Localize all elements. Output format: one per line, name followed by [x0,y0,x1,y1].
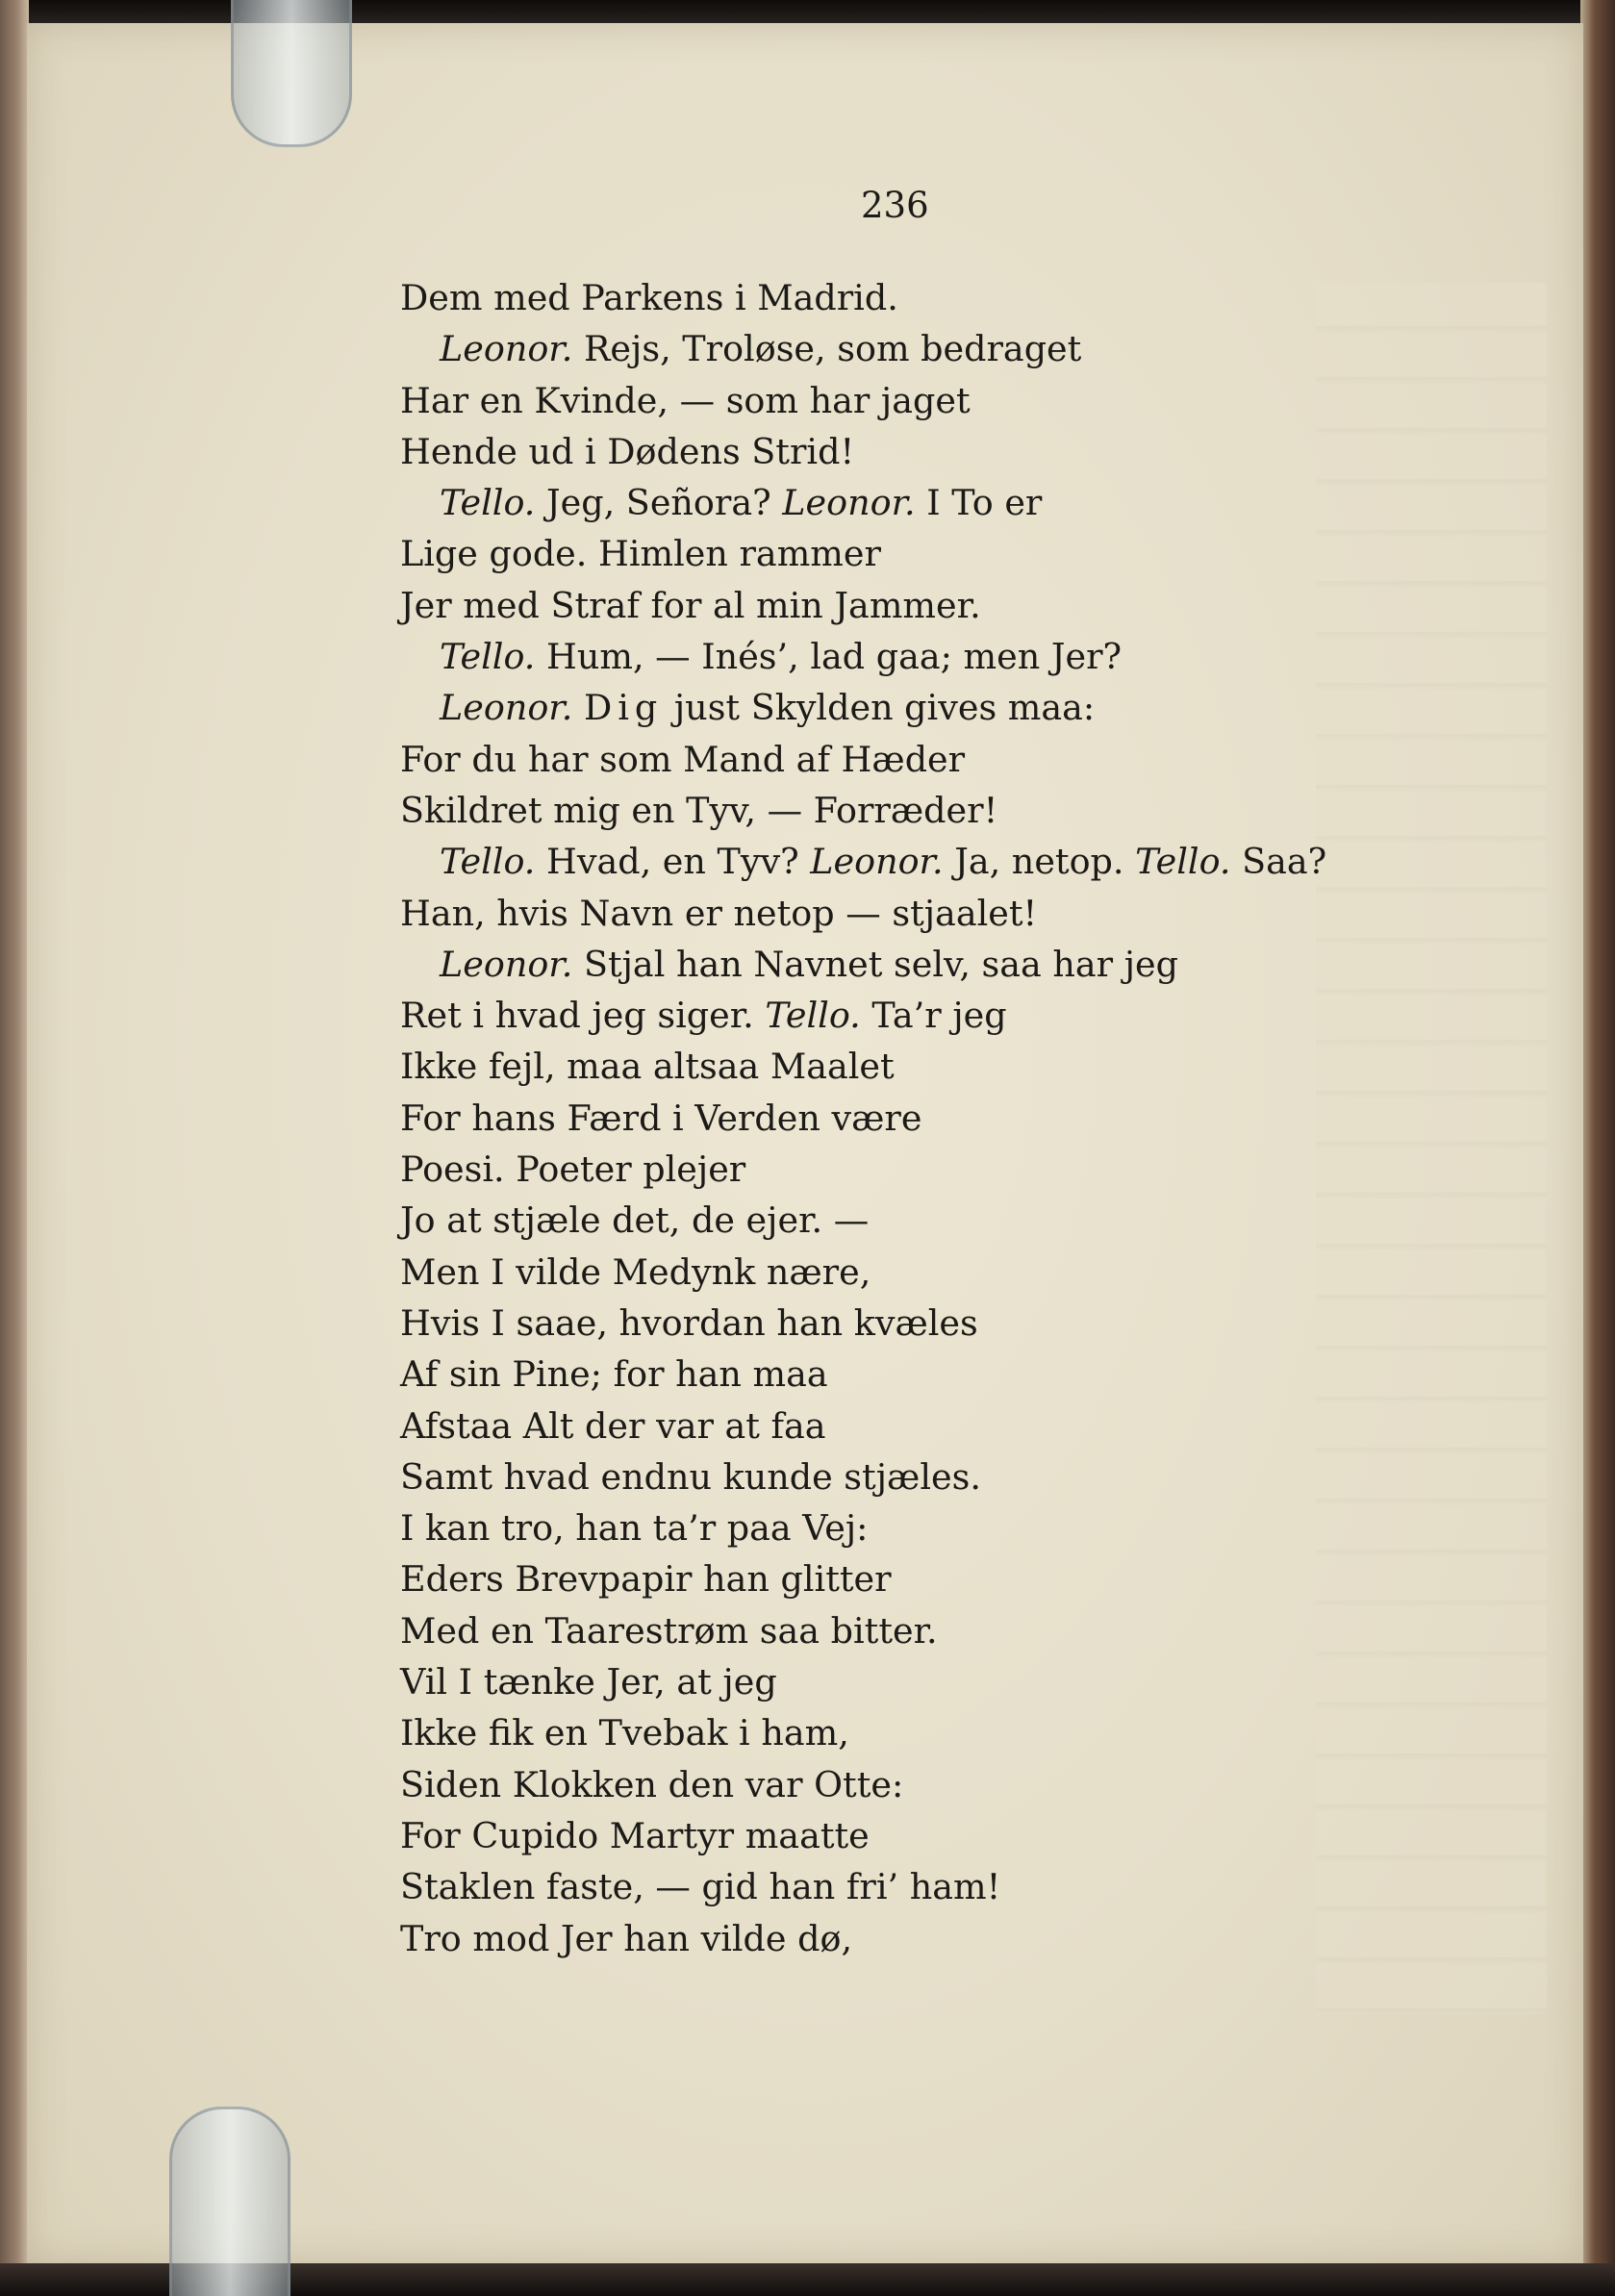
line-text: Jer med Straf for al min Jammer. [400,584,981,626]
line-text: Ikke fejl, maa altsaa Maalet [400,1046,895,1088]
line-text: Hum, — Inés’, lad gaa; men Jer? [535,636,1123,678]
page-clip-bottom [169,2107,290,2296]
line-text: Ta’r jeg [860,995,1007,1037]
line-text: I To er [915,482,1043,524]
verse-line [400,631,1326,682]
book-binding [0,0,29,2296]
line-text: Eders Brevpapir han glitter [400,1558,892,1601]
speaker-name: Tello. [440,482,536,524]
line-text: Staklen faste, — gid han fri’ ham! [400,1866,1001,1908]
line-text: Med en Taarestrøm saa bitter. [400,1609,938,1652]
verse-line [400,1093,1326,1144]
speaker-name: Tello. [765,995,861,1037]
line-text: Vil I tænke Jer, at jeg [400,1661,777,1703]
verse-line [400,939,1326,990]
line-text: Skildret mig en Tyv, — Forræder! [400,789,998,831]
verse-line [400,734,1326,785]
verse-line [400,990,1326,1041]
line-text: Han, hvis Navn er netop — stjaalet! [400,892,1038,934]
line-text: Dem med Parkens i Madrid. [400,277,898,318]
line-text: Af sin Pine; for han maa [400,1353,828,1396]
verse-line [400,1144,1326,1195]
verse-line [400,1656,1326,1707]
line-text: Samt hvad endnu kunde stjæles. [400,1455,981,1498]
line-text: Poesi. Poeter plejer [400,1148,746,1191]
speaker-name: Leonor. [440,943,573,985]
line-text: Lige gode. Himlen rammer [400,533,881,575]
line-text: Hvis I saae, hvordan han kvæles [400,1301,978,1344]
line-text: Men I vilde Medynk nære, [400,1250,871,1293]
verse-line [400,528,1326,579]
emphasized-word: Dig [583,687,664,729]
verse-line [400,1298,1326,1349]
speaker-name: Tello. [1135,841,1231,883]
line-text: Hende ud i Dødens Strid! [400,430,855,472]
line-text: just Skylden gives maa: [663,687,1096,729]
verse-line [400,1502,1326,1553]
line-text: Ja, netop. [943,841,1136,883]
verse-line [400,1400,1326,1451]
verse-line [400,1707,1326,1758]
speaker-name: Leonor. [782,482,916,524]
verse-line [400,272,1326,323]
line-text: Siden Klokken den var Otte: [400,1763,904,1805]
line-text: Rejs, Troløse, som bedraget [572,328,1082,370]
line-text: Jo at stjæle det, de ejer. — [400,1199,870,1242]
speaker-name: Leonor. [440,687,573,729]
verse-line [400,477,1326,528]
verse-line [400,785,1326,836]
line-text: Stjal han Navnet selv, saa har jeg [572,943,1179,985]
verse-line [400,1913,1326,1964]
verse-line [400,1810,1326,1861]
verse-line [400,1451,1326,1502]
line-text: Tro mod Jer han vilde dø, [400,1917,853,1959]
verse-line [400,1605,1326,1656]
verse-line [400,1553,1326,1604]
verse-line [400,1247,1326,1298]
line-text: Ret i hvad jeg siger. [400,995,766,1037]
verse-line [400,1349,1326,1400]
verse-line [400,1861,1326,1912]
verse-line [400,580,1326,631]
verse-text [400,272,1326,1964]
line-text: Har en Kvinde, — som har jaget [400,379,971,421]
verse-line [400,888,1326,939]
page-number: 236 [861,185,929,226]
verse-line [400,426,1326,477]
line-text: I kan tro, han ta’r paa Vej: [400,1507,869,1550]
speaker-name: Leonor. [810,841,944,883]
line-text [572,687,584,728]
line-text: Ikke fik en Tvebak i ham, [400,1712,849,1754]
line-text: For Cupido Martyr maatte [400,1814,870,1856]
line-text: Jeg, Señora? [535,482,783,524]
verse-line [400,1041,1326,1092]
verse-line [400,375,1326,426]
verse-line [400,682,1326,733]
verse-line [400,1759,1326,1810]
verse-line [400,1195,1326,1246]
line-text: For hans Færd i Verden være [400,1097,922,1139]
speaker-name: Tello. [440,841,536,883]
book-fore-edge [1580,0,1615,2296]
line-text: Afstaa Alt der var at faa [400,1404,826,1447]
line-text: Saa? [1230,841,1327,883]
line-text: For du har som Mand af Hæder [400,738,966,780]
speaker-name: Tello. [440,636,536,678]
verse-line [400,836,1326,887]
speaker-name: Leonor. [440,328,573,370]
show-through-from-reverse [1316,283,1547,2014]
verse-line [400,323,1326,374]
line-text: Hvad, en Tyv? [535,841,811,883]
page-clip-top [231,0,352,147]
